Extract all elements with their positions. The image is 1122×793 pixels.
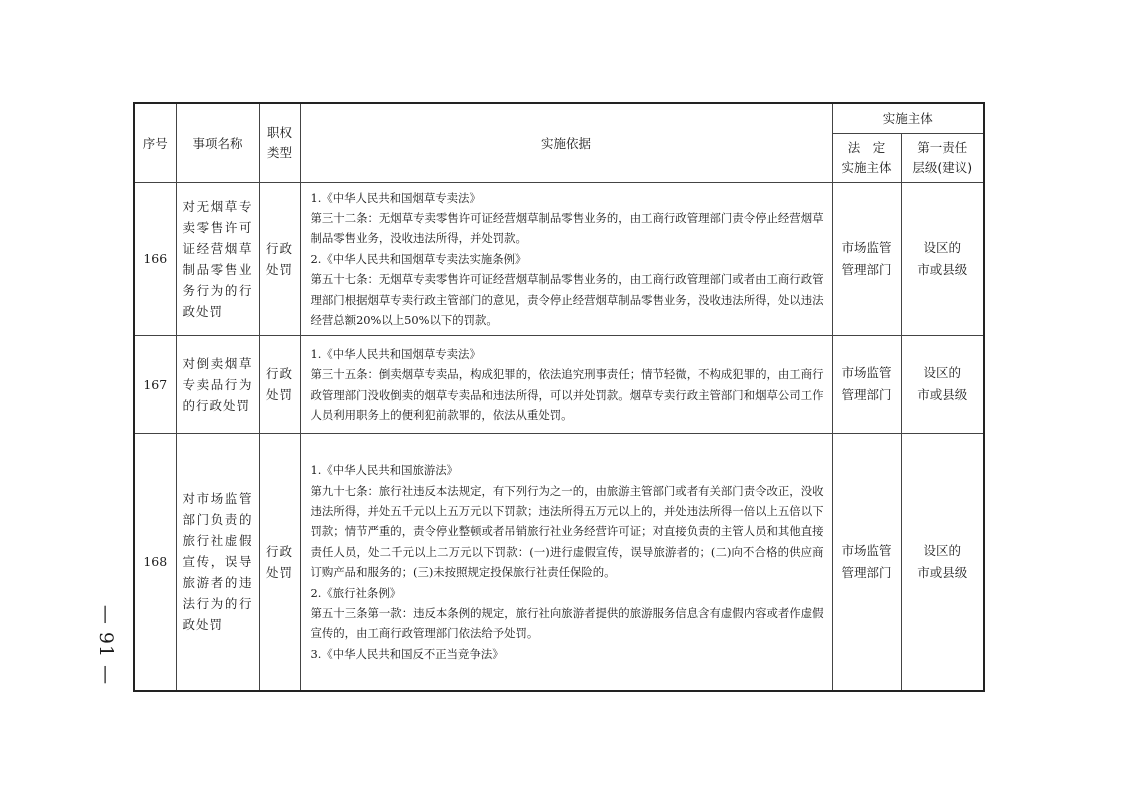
enforcement-table: [133, 102, 985, 692]
basis-line: 第五十七条：无烟草专卖零售许可证经营烟草制品零售业务的，由工商行政管理部门或者由工商行政管理部门根据烟草专卖行政主管部门的意见，责令停止经营烟草制品零售业务，没收违法所得，处以违法经营总额20%以上50%以下的罚款。: [310, 272, 824, 328]
row-type-line1: 行政: [265, 543, 293, 559]
header-first-level: [901, 133, 984, 182]
header-basis: 实施依据: [300, 103, 832, 182]
header-legal-subject: [832, 133, 901, 182]
row-name: 对倒卖烟草专卖品行为的行政处罚: [176, 335, 259, 433]
row-seq: 167: [134, 335, 176, 433]
row-basis: [300, 182, 832, 335]
header-type-line2: 类型: [266, 144, 292, 160]
page-number: — 91 —: [95, 604, 118, 686]
row-first-level: [901, 335, 984, 433]
row-legal-line2: 管理部门: [841, 564, 892, 580]
row-first-level: [901, 433, 984, 691]
header-first-line1: 第一责任: [917, 139, 968, 155]
row-type: [259, 433, 300, 691]
row-basis: [300, 335, 832, 433]
table-row: [134, 433, 984, 691]
row-legal-line2: 管理部门: [841, 387, 892, 402]
row-type-line2: 处罚: [265, 564, 293, 580]
row-type-line2: 处罚: [265, 387, 293, 402]
header-type: [259, 103, 300, 182]
row-type-line2: 处罚: [265, 261, 293, 277]
row-legal-subject: [832, 335, 901, 433]
basis-line: 1.《中华人民共和国烟草专卖法》: [310, 190, 481, 205]
basis-line: 第九十七条：旅行社违反本法规定，有下列行为之一的，由旅游主管部门或者有关部门责令改正，没收违法所得，并处五千元以上五万元以下罚款；违法所得五万元以上的，并处违法所得一倍以上五倍以下罚款；情节严重的，责令停业整顿或者吊销旅行社业务经营许可证；对直接负责的主管人员和其他直接责任人员，处二千元以上二万元以下罚款：(一)进行虚假宣传，误导旅游者的；(二)向不合格的供应商订购产品和服务的；(三)未按照规定投保旅行社责任保险的。: [310, 483, 824, 580]
row-first-line2: 市或县级: [917, 387, 968, 402]
row-basis: [300, 433, 832, 691]
row-seq: 168: [134, 433, 176, 691]
header-legal-line1: 法 定: [847, 139, 886, 155]
row-first-line2: 市或县级: [917, 564, 968, 580]
row-legal-subject: [832, 433, 901, 691]
header-legal-line2: 实施主体: [841, 159, 892, 175]
row-name: 对无烟草专卖零售许可证经营烟草制品零售业务行为的行政处罚: [176, 182, 259, 335]
row-name: 对市场监管部门负责的旅行社虚假宣传，误导旅游者的违法行为的行政处罚: [176, 433, 259, 691]
row-first-line1: 设区的: [923, 365, 962, 380]
header-type-line1: 职权: [266, 124, 292, 140]
row-first-line1: 设区的: [923, 239, 962, 255]
table-row: [134, 182, 984, 335]
header-seq: 序号: [134, 103, 176, 182]
basis-line: 2.《中华人民共和国烟草专卖法实施条例》: [310, 251, 527, 266]
row-legal-subject: [832, 182, 901, 335]
row-type: [259, 335, 300, 433]
basis-line: 第三十二条：无烟草专卖零售许可证经营烟草制品零售业务的，由工商行政管理部门责令停止经营烟草制品零售业务，没收违法所得，并处罚款。: [310, 210, 824, 246]
row-first-line1: 设区的: [923, 542, 962, 558]
row-type-line1: 行政: [265, 240, 293, 256]
row-seq: 166: [134, 182, 176, 335]
row-first-line2: 市或县级: [917, 261, 968, 277]
header-subject: 实施主体: [832, 103, 984, 133]
basis-line: 3.《中华人民共和国反不正当竞争法》: [310, 646, 504, 661]
table-row: [134, 335, 984, 433]
row-legal-line1: 市场监管: [841, 542, 892, 558]
row-legal-line2: 管理部门: [841, 261, 892, 277]
header-name: 事项名称: [176, 103, 259, 182]
row-legal-line1: 市场监管: [841, 239, 892, 255]
row-type-line1: 行政: [265, 366, 293, 381]
basis-line: 第三十五条：倒卖烟草专卖品，构成犯罪的，依法追究刑事责任；情节轻微，不构成犯罪的，由工商行政管理部门没收倒卖的烟草专卖品和违法所得，可以并处罚款。烟草专卖行政主管部门和烟草公司工作人员利用职务上的便利犯前款罪的，依法从重处罚。: [310, 367, 824, 422]
basis-line: 2.《旅行社条例》: [310, 585, 402, 600]
basis-line: 1.《中华人民共和国旅游法》: [310, 463, 459, 478]
header-first-line2: 层级(建议): [912, 159, 973, 175]
row-legal-line1: 市场监管: [841, 365, 892, 380]
basis-line: 第五十三条第一款：违反本条例的规定，旅行社向旅游者提供的旅游服务信息含有虚假内容或者作虚假宣传的，由工商行政管理部门依法给予处罚。: [310, 606, 824, 641]
row-first-level: [901, 182, 984, 335]
row-type: [259, 182, 300, 335]
basis-line: 1.《中华人民共和国烟草专卖法》: [310, 346, 481, 361]
